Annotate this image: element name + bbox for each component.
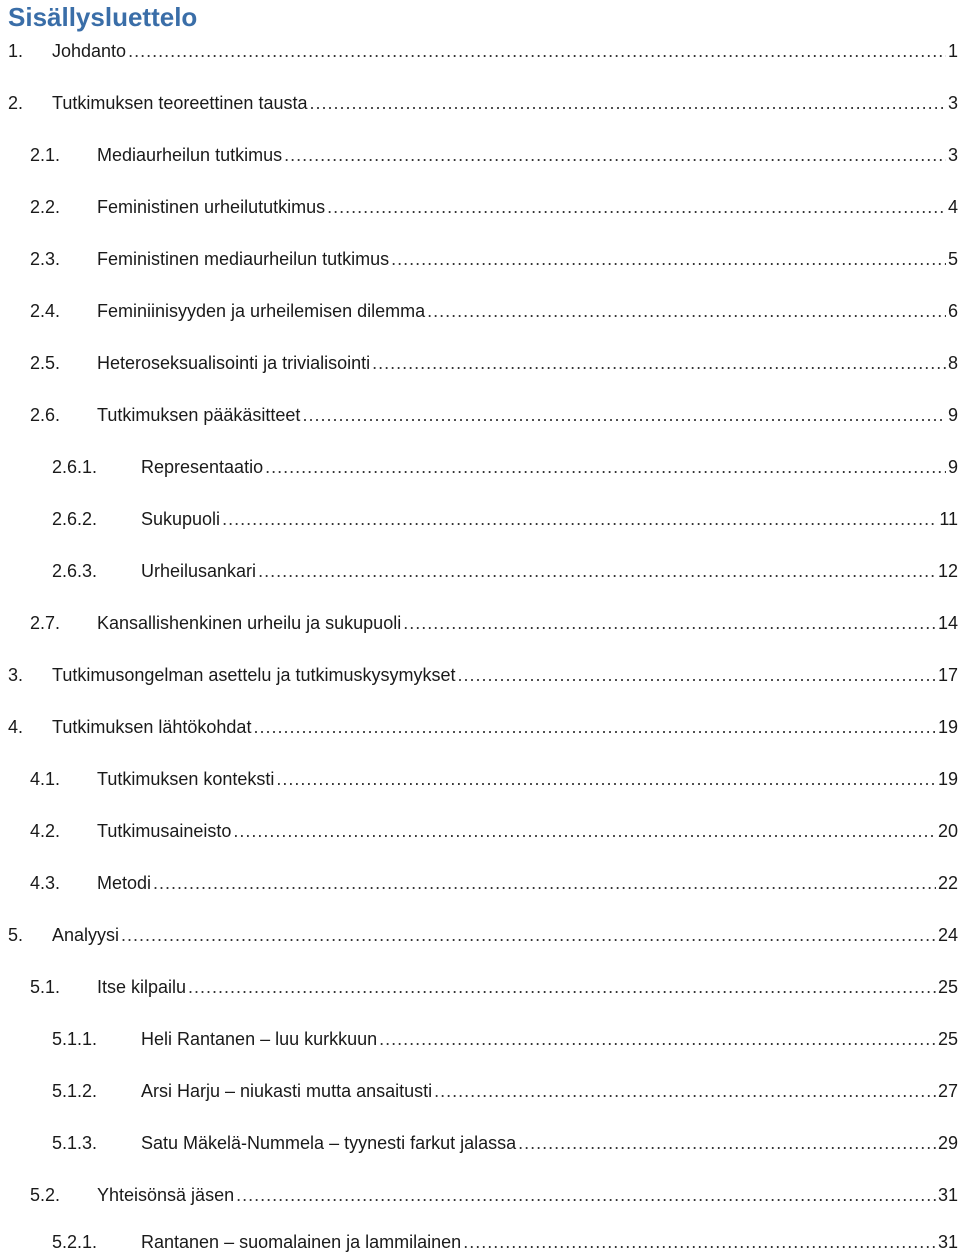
- toc-entry-label: Tutkimuksen pääkäsitteet: [97, 405, 301, 425]
- toc-entry[interactable]: [0, 609, 960, 637]
- toc-dot-leader: [265, 453, 946, 481]
- toc-entry-number: 2.1.: [30, 145, 61, 165]
- toc-entry[interactable]: [0, 557, 960, 585]
- toc-entry-page: 3: [947, 145, 958, 165]
- toc-entry-number: 2.5.: [30, 353, 61, 373]
- toc-entry-number: 2.6.2.: [52, 509, 98, 529]
- toc-entry-number: 5.2.: [30, 1185, 61, 1205]
- toc-dot-leader: [233, 817, 936, 845]
- toc-entry[interactable]: [0, 37, 960, 65]
- toc-entry-number: 5.1.2.: [52, 1081, 98, 1101]
- toc-entry-label: Tutkimusongelman asettelu ja tutkimuskysymykset: [52, 665, 456, 685]
- toc-entry-page: 22: [937, 873, 958, 893]
- toc-dot-leader: [379, 1025, 936, 1053]
- toc-dot-leader: [253, 713, 936, 741]
- toc-entry[interactable]: [0, 1025, 960, 1053]
- toc-entry[interactable]: [0, 401, 960, 429]
- toc-entry-number: 5.1.1.: [52, 1029, 98, 1049]
- page-title: Sisällysluettelo: [8, 2, 198, 32]
- toc-entry[interactable]: [0, 89, 960, 117]
- toc-entry-page: 27: [937, 1081, 958, 1101]
- toc-entry-number: 5.1.: [30, 977, 61, 997]
- toc-entry-page: 1: [947, 41, 958, 61]
- toc-entry-number: 2.4.: [30, 301, 61, 321]
- toc-entry-label: Rantanen – suomalainen ja lammilainen: [141, 1232, 462, 1252]
- toc-entry-page: 6: [947, 301, 958, 321]
- toc-entry[interactable]: [0, 921, 960, 949]
- toc-entry-number: 4.2.: [30, 821, 61, 841]
- toc-entry-page: 31: [937, 1185, 958, 1205]
- toc-entry-page: 9: [947, 457, 958, 477]
- toc-entry-number: 4.1.: [30, 769, 61, 789]
- toc-entry-page: 11: [939, 509, 958, 529]
- toc-dot-leader: [222, 505, 937, 533]
- toc-entry[interactable]: [0, 453, 960, 481]
- toc-entry-label: Heteroseksualisointi ja trivialisointi: [97, 353, 371, 373]
- toc-entry-number: 3.: [8, 665, 24, 685]
- toc-entry-label: Feminiinisyyden ja urheilemisen dilemma: [97, 301, 426, 321]
- toc-dot-leader: [372, 349, 946, 377]
- toc-entry-page: 25: [937, 977, 958, 997]
- toc-entry-number: 4.: [8, 717, 24, 737]
- toc-entry-page: 8: [947, 353, 958, 373]
- toc-entry-page: 17: [937, 665, 958, 685]
- toc-entry-number: 2.3.: [30, 249, 61, 269]
- toc-entry-number: 5.2.1.: [52, 1232, 98, 1252]
- toc-entry[interactable]: [0, 869, 960, 897]
- toc-entry-number: 2.7.: [30, 613, 61, 633]
- toc-entry-page: 5: [947, 249, 958, 269]
- toc-entry[interactable]: [0, 765, 960, 793]
- toc-dot-leader: [258, 557, 936, 585]
- toc-entry-number: 5.: [8, 925, 24, 945]
- toc-dot-leader: [427, 297, 946, 325]
- toc-dot-leader: [188, 973, 936, 1001]
- toc-entry-number: 2.2.: [30, 197, 61, 217]
- toc-entry[interactable]: [0, 1077, 960, 1105]
- toc-entry-number: 2.6.: [30, 405, 61, 425]
- toc-dot-leader: [284, 141, 946, 169]
- toc-entry-label: Feministinen mediaurheilun tutkimus: [97, 249, 390, 269]
- toc-entry-number: 2.6.1.: [52, 457, 98, 477]
- toc-entry-page: 20: [937, 821, 958, 841]
- toc-entry[interactable]: [0, 193, 960, 221]
- toc-entry[interactable]: [0, 297, 960, 325]
- toc-dot-leader: [309, 89, 946, 117]
- toc-entry-page: 4: [947, 197, 958, 217]
- toc-entry-label: Tutkimuksen teoreettinen tausta: [52, 93, 308, 113]
- toc-entry-page: 29: [937, 1133, 958, 1153]
- toc-entry-label: Sukupuoli: [141, 509, 221, 529]
- toc-entry-label: Johdanto: [52, 41, 127, 61]
- toc-dot-leader: [391, 245, 946, 273]
- toc-entry-label: Arsi Harju – niukasti mutta ansaitusti: [141, 1081, 433, 1101]
- toc-dot-leader: [327, 193, 946, 221]
- toc-entry-label: Metodi: [97, 873, 152, 893]
- toc-entry-number: 1.: [8, 41, 24, 61]
- toc-entry-number: 2.: [8, 93, 24, 113]
- toc-dot-leader: [128, 37, 946, 65]
- toc-entry[interactable]: [0, 973, 960, 1001]
- toc-entry-label: Satu Mäkelä-Nummela – tyynesti farkut jalassa: [141, 1133, 517, 1153]
- toc-entry[interactable]: [0, 349, 960, 377]
- toc-entry-label: Itse kilpailu: [97, 977, 187, 997]
- toc-dot-leader: [403, 609, 936, 637]
- toc-dot-leader: [457, 661, 935, 689]
- toc-entry-page: 14: [937, 613, 958, 633]
- toc-entry-page: 19: [937, 769, 958, 789]
- toc-entry-label: Tutkimusaineisto: [97, 821, 232, 841]
- toc-entry[interactable]: [0, 713, 960, 741]
- toc-dot-leader: [153, 869, 936, 897]
- toc-entry[interactable]: [0, 245, 960, 273]
- toc-entry-label: Kansallishenkinen urheilu ja sukupuoli: [97, 613, 402, 633]
- toc-entry-number: 5.1.3.: [52, 1133, 98, 1153]
- toc-entry-label: Heli Rantanen – luu kurkkuun: [141, 1029, 378, 1049]
- toc-entry[interactable]: [0, 141, 960, 169]
- toc-entry[interactable]: [0, 505, 960, 533]
- toc-entry-label: Analyysi: [52, 925, 120, 945]
- toc-dot-leader: [276, 765, 936, 793]
- toc-entry[interactable]: [0, 1181, 960, 1209]
- toc-dot-leader: [434, 1077, 936, 1105]
- toc-entry-label: Tutkimuksen konteksti: [97, 769, 275, 789]
- toc-entry-label: Mediaurheilun tutkimus: [97, 145, 283, 165]
- toc-entry-page: 19: [937, 717, 958, 737]
- toc-entry-page: 31: [937, 1232, 958, 1252]
- toc-entry-page: 12: [937, 561, 958, 581]
- toc-entry[interactable]: [0, 817, 960, 845]
- toc-entry[interactable]: [0, 1228, 960, 1256]
- toc-entry-page: 24: [937, 925, 958, 945]
- toc-entry-page: 25: [937, 1029, 958, 1049]
- toc-entry-page: 3: [947, 93, 958, 113]
- toc-dot-leader: [463, 1228, 936, 1256]
- toc-entry-number: 2.6.3.: [52, 561, 98, 581]
- toc-dot-leader: [518, 1129, 936, 1157]
- toc-entry-number: 4.3.: [30, 873, 61, 893]
- toc-dot-leader: [121, 921, 936, 949]
- toc-entry-label: Feministinen urheilututkimus: [97, 197, 326, 217]
- toc-entry[interactable]: [0, 661, 960, 689]
- toc-entry[interactable]: [0, 1129, 960, 1157]
- toc-dot-leader: [236, 1181, 936, 1209]
- toc-entry-label: Representaatio: [141, 457, 264, 477]
- toc-entry-label: Yhteisönsä jäsen: [97, 1185, 235, 1205]
- toc-entry-label: Tutkimuksen lähtökohdat: [52, 717, 252, 737]
- toc-entry-label: Urheilusankari: [141, 561, 257, 581]
- toc-dot-leader: [302, 401, 946, 429]
- toc-entry-page: 9: [947, 405, 958, 425]
